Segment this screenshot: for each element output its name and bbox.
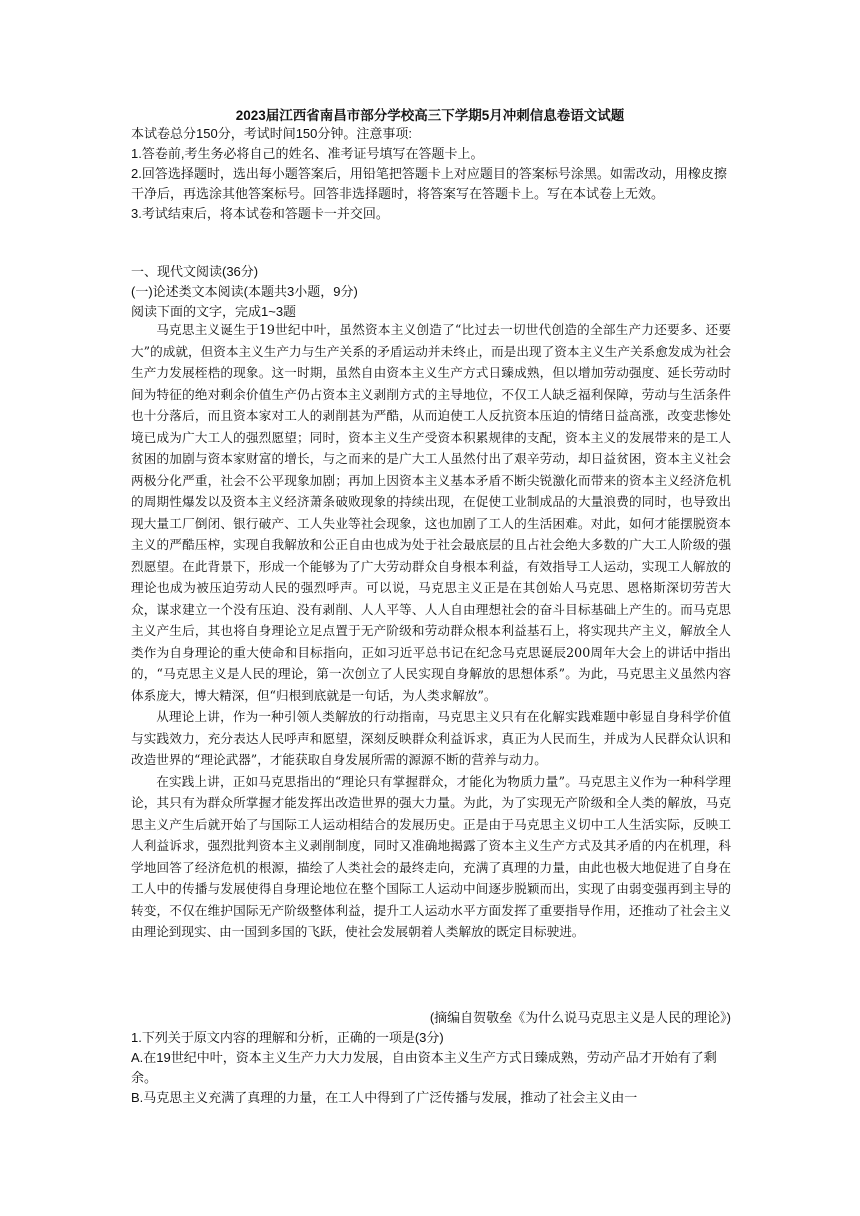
reading-passage <box>131 319 731 943</box>
reading-prompt: 阅读下面的文字，完成1~3题 <box>131 304 297 319</box>
question-option: B.马克思主义充满了真理的力量，在工人中得到了广泛传播与发展，推动了社会主义由一 <box>131 1090 638 1105</box>
instruction-line: 本试卷总分150分，考试时间150分钟。注意事项: <box>131 126 412 141</box>
instruction-line: 2.回答选择题时，选出每小题答案后，用铅笔把答题卡上对应题目的答案标号涂黑。如需改动，用橡皮擦干净后，再选涂其他答案标号。回答非选择题时，将答案写在答题卡上。写在本试卷上无效。 <box>131 166 727 201</box>
passage-paragraph: 从理论上讲，作为一种引领人类解放的行动指南，马克思主义只有在化解实践难题中彰显自身科学价值与实践效力，充分表达人民呼声和愿望，深刻反映群众利益诉求，真正为人民而生，并成为人民群众认识和改造世界的“理论武器”，才能获取自身发展所需的源源不断的营养与动力。 <box>131 709 731 767</box>
section-header <box>131 262 731 322</box>
question-option: A.在19世纪中叶，资本主义生产力大力发展，自由资本主义生产方式日臻成熟，劳动产品才开始有了剩余。 <box>131 1050 717 1085</box>
exam-title: 2023届江西省南昌市部分学校高三下学期5月冲刺信息卷语文试题 <box>235 108 625 123</box>
passage-paragraph: 在实践上讲，正如马克思指出的“理论只有掌握群众，才能化为物质力量”。马克思主义作为一种科学理论，其只有为群众所掌握才能发挥出改造世界的强大力量。为此，为了实现无产阶级和全人类的解放，马克思主义产生后就开始了与国际工人运动相结合的发展历史。正是由于马克思主义切中工人生活实际，反映工人利益诉求，强烈批判资本主义剥削制度，同时又准确地揭露了资本主义生产方式及其矛盾的内在机理，科学地回答了经济危机的根源，描绘了人类社会的最终走向，充满了真理的力量，由此也极大地促进了自身在工人中的传播与发展使得自身理论地位在整个国际工人运动中间逐步脱颖而出，实现了由弱变强再到主导的转变，不仅在维护国际无产阶级整体利益，提升工人运动水平方面发挥了重要指导作用，还推动了社会主义由理论到现实、由一国到多国的飞跃，使社会发展朝着人类解放的既定目标驶进。 <box>131 773 731 939</box>
instruction-line: 1.答卷前,考生务必将自己的姓名、准考证号填写在答题卡上。 <box>131 146 484 161</box>
instruction-line: 3.考试结束后，将本试卷和答题卡一并交回。 <box>131 206 389 221</box>
passage-paragraph: 马克思主义诞生于19世纪中叶，虽然资本主义创造了“比过去一切世代创造的全部生产力还要多、还要大”的成就，但资本主义生产力与生产关系的矛盾运动并未终止，而是出现了资本主义生产关系愈发成为社会生产力发展桎梏的现象。这一时期，虽然自由资本主义生产方式日臻成熟，但以增加劳动强度、延长劳动时间为特征的绝对剩余价值生产仍占资本主义剥削方式的主导地位，不仅工人缺乏福利保障，劳动与生活条件也十分落后，而且资本家对工人的剥削甚为严酷，从而迫使工人反抗资本压迫的情绪日益高涨，改变悲惨处境已成为广大工人的强烈愿望；同时，资本主义生产受资本积累规律的支配，资本主义的发展带来的是工人贫困的加剧与资本家财富的增长，与之而来的是广大工人虽然付出了艰辛劳动，却日益贫困，资本主义社会两极分化严重，社会不公平现象加剧；再加上因资本主义基本矛盾不断尖锐激化而带来的资本主义经济危机的周期性爆发以及资本主义经济萧条破败现象的持续出现，在促使工业制成品的大量浪费的同时，也导致出现大量工厂倒闭、银行破产、工人失业等社会现象，这也加剧了工人的生活困难。对此，如何才能摆脱资本主义的严酷压榨，实现自我解放和公正自由也成为处于社会最底层的且占社会绝大多数的广大工人阶级的强烈愿望。在此背景下，形成一个能够为了广大劳动群众自身根本利益，有效指导工人运动，实现工人解放的理论也成为被压迫劳动人民的强烈呼声。可以说，马克思主义正是在其创始人马克思、恩格斯深切劳苦大众，谋求建立一个没有压迫、没有剥削、人人平等、人人自由理想社会的奋斗目标基础上产生的。而马克思主义产生后，其也将自身理论立足点置于无产阶级和劳动群众根本利益基石上，将实现共产主义，解放全人类作为自身理论的重大使命和目标指向，正如习近平总书记在纪念马克思诞辰200周年大会上的讲话中指出的，“马克思主义是人民的理论，第一次创立了人民实现自身解放的思想体系”。为此，马克思主义虽然内容体系庞大，博大精深，但“归根到底就是一句话，为人类求解放”。 <box>131 322 731 703</box>
question-stem: 1.下列关于原文内容的理解和分析，正确的一项是(3分) <box>131 1030 444 1045</box>
question-block <box>131 1008 731 1108</box>
passage-source: (摘编自贺敬垒《为什么说马克思主义是人民的理论》) <box>429 1010 731 1025</box>
instructions <box>131 124 731 224</box>
section-subheading: (一)论述类文本阅读(本题共3小题，9分) <box>131 284 358 299</box>
section-heading: 一、现代文阅读(36分) <box>131 264 259 279</box>
